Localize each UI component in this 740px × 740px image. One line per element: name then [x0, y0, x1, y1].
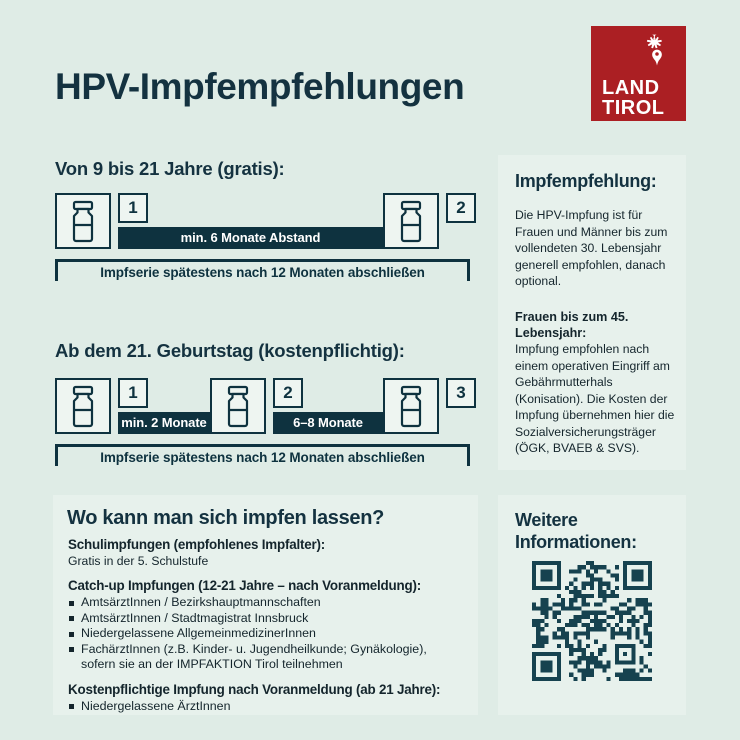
schedule-1-heading: Von 9 bis 21 Jahre (gratis):: [55, 158, 285, 179]
recommendation-panel-subtext: Impfung empfohlen nach einem operativen Eingriff am Gebährmutterhals (Konisation). Die Kosten der Impfung übernehmen hier die Sozialversicherungsträger (ÖGK, BVAEB & SVS).: [515, 342, 675, 455]
recommendation-panel-body: Die HPV-Impfung ist für Frauen und Männer bis zum vollendeten 30. Lebensjahr generell empfohlen, danach optional.: [515, 208, 668, 288]
list-item: AmtsärztInnen / Stadtmagistrat Innsbruck: [68, 611, 468, 627]
schedule-2-vial-2: [210, 378, 266, 434]
schedule-2-bracket-label: Impfserie spätestens nach 12 Monaten abschließen: [100, 450, 425, 465]
recommendation-panel-title: Impfempfehlung:: [515, 171, 657, 191]
vaccine-vial-icon: [223, 385, 253, 429]
tirol-eagle-icon: [635, 32, 679, 76]
schedule-2-vial-3: [383, 378, 439, 434]
logo-line-tirol: TIROL: [602, 97, 665, 119]
where-group-heading: Kostenpflichtige Impfung nach Voranmeldung (ab 21 Jahre):: [68, 681, 441, 697]
where-group-paid: [68, 682, 468, 715]
where-group-list: [68, 699, 468, 715]
list-item: AmtsärztInnen / Bezirkshauptmannschaften: [68, 595, 468, 611]
where-group-list: [68, 595, 468, 673]
list-item: Niedergelassene ÄrztInnen: [68, 699, 468, 715]
list-item-continuation: sofern sie an der IMPFAKTION Tirol teilnehmen: [81, 657, 343, 672]
schedule-1-interval-1: min. 6 Monate Abstand: [118, 227, 383, 249]
schedule-1-dose-number-1: 1: [118, 193, 148, 223]
more-panel-title: Weitere Informationen:: [515, 510, 637, 552]
vaccine-vial-icon: [68, 385, 98, 429]
schedule-2-diagram: [55, 378, 470, 473]
schedule-2-bracket: [55, 444, 470, 466]
schedule-2-heading: Ab dem 21. Geburtstag (kostenpflichtig):: [55, 340, 405, 361]
schedule-2-interval-2: 6–8 Monate: [273, 412, 383, 434]
schedule-1-vial-1: [55, 193, 111, 249]
schedule-2-dose-number-2: 2: [273, 378, 303, 408]
list-item-text: FachärztInnen (z.B. Kinder- u. Jugendheilkunde; Gynäkologie),: [81, 641, 427, 656]
schedule-1-vial-2: [383, 193, 439, 249]
where-panel-content: [68, 537, 468, 724]
where-panel-title: Wo kann man sich impfen lassen?: [67, 507, 385, 529]
schedule-1-bracket-label: Impfserie spätestens nach 12 Monaten abschließen: [100, 265, 425, 280]
where-to-vaccinate-panel: [53, 495, 478, 715]
logo-wordmark: [602, 78, 665, 118]
schedule-1-bracket: [55, 259, 470, 281]
schedule-1-dose-number-2: 2: [446, 193, 476, 223]
vaccine-vial-icon: [68, 200, 98, 244]
where-group-subtext: Gratis in der 5. Schulstufe: [68, 554, 209, 568]
qr-code-icon[interactable]: [532, 561, 652, 681]
recommendation-panel-subtitle: Frauen bis zum 45. Lebensjahr:: [515, 310, 629, 340]
schedule-2-vial-1: [55, 378, 111, 434]
list-item: Niedergelassene AllgemeinmedizinerInnen: [68, 626, 468, 642]
page-title: HPV-Impfempfehlungen: [55, 66, 465, 107]
where-group-school: [68, 537, 468, 569]
vaccine-vial-icon: [396, 385, 426, 429]
more-information-panel: [498, 495, 686, 715]
schedule-2-dose-number-3: 3: [446, 378, 476, 408]
land-tirol-logo: [591, 26, 686, 121]
logo-line-land: LAND: [602, 77, 660, 99]
schedule-1-diagram: [55, 193, 470, 288]
recommendation-panel: [498, 155, 686, 470]
where-group-heading: Schulimpfungen (empfohlenes Impfalter):: [68, 537, 326, 552]
schedule-2-dose-number-1: 1: [118, 378, 148, 408]
schedule-2-interval-1: min. 2 Monate: [118, 412, 210, 434]
vaccine-vial-icon: [396, 200, 426, 244]
where-group-heading: Catch-up Impfungen (12-21 Jahre – nach Voranmeldung):: [68, 578, 421, 593]
where-group-catchup: [68, 578, 468, 673]
list-item: [68, 642, 468, 673]
